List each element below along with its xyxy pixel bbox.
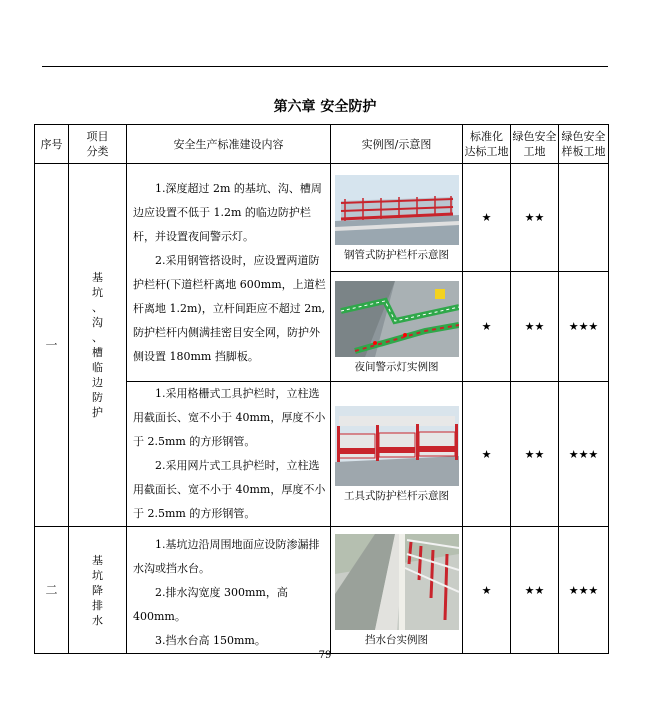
image-caption: 夜间警示灯实例图 [354, 360, 439, 373]
content-paragraph: 1.深度超过 2m 的基坑、沟、槽周边应设置不低于 1.2m 的临边防护栏杆，并设置夜间警示灯。 [133, 181, 322, 243]
rating-sample [559, 164, 609, 272]
safety-standards-table [34, 124, 609, 654]
category-char: 基 [92, 271, 103, 284]
image-cell [331, 527, 463, 654]
content-paragraph: 2.排水沟宽度 300mm，高 400mm。 [133, 586, 288, 623]
rating-standard: ★ [463, 164, 511, 272]
header-standard-site [463, 125, 511, 164]
image-cell [331, 382, 463, 527]
header-sample-line1: 绿色安全 [561, 130, 606, 143]
header-rule [42, 66, 608, 67]
category-char: 坑 [92, 286, 103, 299]
image-caption: 工具式防护栏杆示意图 [344, 490, 449, 502]
header-category-line1: 项目 [86, 130, 109, 143]
header-image: 实例图/示意图 [331, 125, 463, 164]
category-char: 基 [92, 553, 103, 567]
rating-green: ★★ [511, 272, 559, 382]
image-cell [331, 272, 463, 382]
tool-type-railing-illustration [335, 406, 459, 486]
water-retaining-platform-photo [335, 534, 459, 630]
rating-sample: ★★★ [559, 527, 609, 654]
category-char: 、 [92, 301, 103, 314]
section-category [69, 527, 127, 654]
content-paragraph: 1.采用格栅式工具护栏时，立柱选用截面长、宽不小于 40mm，厚度不小于 2.5mm 的方形钢管。 [133, 387, 326, 448]
content-paragraph: 3.挡水台高 150mm。 [155, 634, 266, 647]
category-char: 防 [92, 391, 103, 404]
section-number: 二 [35, 527, 69, 654]
category-char: 排 [92, 598, 103, 612]
section-category [69, 164, 127, 527]
image-caption: 钢管式防护栏杆示意图 [344, 248, 449, 261]
content-cell [127, 527, 331, 654]
image-caption: 挡水台实例图 [365, 634, 428, 646]
category-char: 坑 [92, 568, 103, 582]
category-char: 临 [92, 361, 103, 374]
page-number: 79 [318, 650, 332, 661]
header-no: 序号 [35, 125, 69, 164]
header-green-line2: 工地 [523, 145, 546, 158]
content-cell [127, 164, 331, 382]
night-warning-light-photo [335, 281, 459, 357]
chapter-title: 第六章 安全防护 [273, 99, 377, 115]
category-char: 水 [92, 613, 103, 627]
header-category [69, 125, 127, 164]
header-standard-line1: 标准化 [470, 130, 503, 143]
header-green-site [511, 125, 559, 164]
image-cell [331, 164, 463, 272]
content-paragraph: 2.采用钢管搭设时，应设置两道防护栏杆(下道栏杆离地 600mm，上道栏杆离地 1.2m)，立杆间距应不超过 2m,防护栏杆内侧满挂密目安全网，防护外侧设置 180mm 挡脚板。 [133, 253, 326, 363]
rating-sample: ★★★ [559, 382, 609, 527]
header-green-line1: 绿色安全 [512, 130, 557, 143]
table-row [35, 527, 609, 654]
category-char: 边 [92, 376, 103, 389]
rating-green: ★★ [511, 164, 559, 272]
rating-standard: ★ [463, 382, 511, 527]
section-number: 一 [35, 164, 69, 527]
header-sample-line2: 样板工地 [561, 145, 606, 158]
content-paragraph: 2.采用网片式工具护栏时，立柱选用截面长、宽不小于 40mm，厚度不小于 2.5mm 的方形钢管。 [133, 459, 326, 520]
table-row [35, 164, 609, 272]
header-sample-site [559, 125, 609, 164]
category-char: 护 [92, 406, 103, 419]
rating-green: ★★ [511, 527, 559, 654]
table-header-row [35, 125, 609, 164]
content-cell [127, 382, 331, 527]
category-char: 、 [92, 331, 103, 344]
header-category-line2: 分类 [86, 145, 109, 158]
category-char: 槽 [92, 346, 103, 359]
rating-standard: ★ [463, 272, 511, 382]
steel-pipe-railing-illustration [335, 175, 459, 245]
category-char: 沟 [92, 316, 103, 329]
rating-standard: ★ [463, 527, 511, 654]
rating-green: ★★ [511, 382, 559, 527]
content-paragraph: 1.基坑边沿周围地面应设防渗漏排水沟或挡水台。 [133, 538, 320, 575]
category-char: 降 [92, 583, 103, 597]
rating-sample: ★★★ [559, 272, 609, 382]
header-standard-line2: 达标工地 [464, 145, 509, 158]
header-content: 安全生产标准建设内容 [127, 125, 331, 164]
